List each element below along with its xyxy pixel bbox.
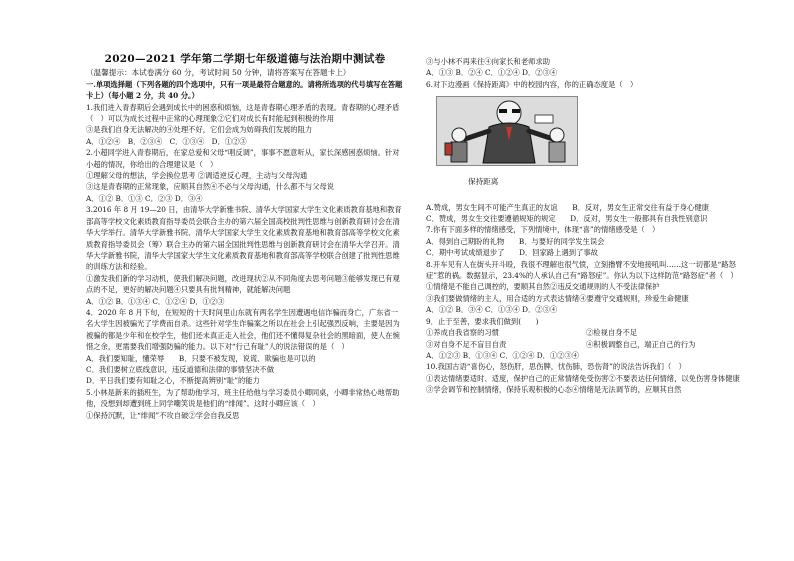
- question-8-item-a: ①情绪是不能自己调控的，要顺其自然②违反交通规则的人不受法律保护: [426, 282, 660, 292]
- question-2: 2.小超同学进入青春期后，在家总爱和父母“唱反调”，事事不愿意听从，家长深感困惑烦恼。针对小超的情况，你给出的合理建议是（ ）: [86, 148, 400, 169]
- question-6-option-ab: A.赞成，男女生间不可能产生真正的友谊 B．反对，男女生正常交往有益于身心健康: [426, 202, 709, 212]
- question-4: 4．2020 年 8 月下旬，在短短的十天时间里山东就有两名学生因遭遇电信诈骗而身亡，广东省一名大学生因被骗光了学费而自杀。这些针对学生诈骗案之所以在社会上引起强烈反响，主要是因为被骗的都是少年和在校学生，他们还未真正走入社会，他们还不懂得复杂社会的黑暗面，使人在惋惜之余，更需要我们增强防骗的能力。以下对“行己有耻”人的说法错误的是（ ）: [86, 307, 400, 352]
- question-9-item-4: ④积极调整自己，端正自己的行为: [586, 339, 696, 349]
- exam-title: 2020—2021 学年第二学期七年级道德与法治期中测试卷: [104, 53, 386, 65]
- question-1-items: ③是我们自身无法解决的④处理不好，它们会成为妨碍我们发展的阻力: [86, 125, 313, 135]
- question-4-option-ab: A．我们要知耻，懂荣辱 B．只要不被发现，说谎、欺骗也是可以的: [86, 353, 316, 363]
- question-5-items: ①保持沉默，让“绯闻”不攻自破②学会自我反思: [86, 410, 240, 420]
- question-7-option-cd: C．期中考试成绩退步了 D．回家路上遇到了事故: [426, 248, 598, 258]
- question-8-item-b: ③我们要做情绪的主人，用合适的方式表达情绪④要遵守交通规则，珍爱生命健康: [426, 293, 689, 303]
- question-9: 9．止于至善，要求我们做到( ): [426, 316, 539, 326]
- cartoon-image: [436, 96, 578, 166]
- section-heading: 一.单项选择题（下列各题的四个选项中，只有一项是最符合题意的。请将所选项的代号填写在答题卡上）（每小题 2 分，共 40 分。）: [86, 79, 403, 101]
- right-column: [426, 56, 746, 396]
- question-5-options: A．①③ B．②④ C．①②④ D．②③④: [426, 68, 558, 78]
- question-9-item-1: ①养成自我省察的习惯: [426, 328, 499, 338]
- question-5-items-cont: ③与小林不再来往④向家长和老师求助: [426, 57, 551, 66]
- question-2-options: A．①② B．①③ C．②③ D．③④: [86, 193, 203, 203]
- cartoon-caption: 保持距离: [468, 177, 499, 187]
- question-9-item-3: ③对自身不足不盲目自责: [426, 339, 507, 349]
- question-5: 5.小林是新来的插班生，为了帮助他学习，班主任给他与学习委员小卿同桌，小卿非常热心地帮助他，没想到却遭到班上同学嘲笑说是他们的“绯闻”。这时小卿应该（ ）: [86, 387, 400, 409]
- question-7: 7.你有下面多样的情绪感受，下列情境中，体现“喜”的情绪感受是（ ）: [426, 225, 660, 235]
- question-3-options: A．①② B．①③④ C．①②④ D．①②③: [86, 296, 225, 306]
- question-9-options: A．①②③ B．①③④ C．①②④ D．①②③④: [426, 350, 580, 360]
- question-2-item-b: ③这是青春期的正常现象，应顺其自然④不必与父母沟通，什么都不与父母说: [86, 182, 335, 192]
- question-4-option-d: D．平日我们要有知耻之心，不断提高辨别“耻”的能力: [86, 376, 260, 386]
- question-4-option-c: C．我们要树立底线意识，违反道德和法律的事情坚决不做: [86, 364, 275, 374]
- question-2-item-a: ①理解父母的想法，学会换位思考 ②调适逆反心理，主动与父母沟通: [86, 171, 308, 181]
- question-1: 1.我们进入青春期后会遇到成长中的困惑和烦恼，这是青春期心理矛盾的表现。青春期的心理矛盾（ ）可以为成长过程中正常的心理现象②它们对成长有时能起到积极的作用: [86, 102, 400, 124]
- question-10: 10.我国古语“喜伤心，怒伤肝，思伤脾，忧伤肺，恐伤肾”的说法告诉我们（ ）: [426, 362, 686, 372]
- question-10-items: ①表达情绪要适时、适度，保护自己的正常情绪免受伤害②不要表达任何情绪，以免伤害身体健康③学会调节和控制情绪，保持乐观积极的心态④情绪是无法调节的，应顺其自然: [426, 373, 740, 395]
- question-9-items-row2: [426, 339, 746, 350]
- question-7-option-ab: A．得到自己期盼的礼物 B．与要好的同学发生误会: [426, 236, 605, 246]
- question-3-items: ①激发我们新的学习动机，使我们解决问题，改进现状②从不同角度去思考问题③能够发现已有观点的不足，更好的解决问题④只要具有批判精神，就能解决问题: [86, 273, 400, 295]
- left-column: [86, 0, 404, 421]
- question-6: 6.对下边漫画《保持距离》中的校园内容，你的正确态度是（ ）: [426, 79, 638, 89]
- question-9-items-row1: [426, 327, 746, 338]
- exam-tip: （温馨提示：本试卷满分 60 分，考试时间 50 分钟，请将答案写在答题卡上）: [86, 68, 351, 78]
- cartoon-illustration: [437, 97, 577, 165]
- question-3: 3.2016 年 8 月 19—20 日，由清华大学新雅书院、清华大学国家大学生文化素质教育基地和教育部高等学校文化素质教育指导委员会联合主办的第六届全国高校批判性思维与创新教育研讨会在清华大学举行。清华大学新雅书院、清华大学国家大学生文化素质教育基地和教育部高等学校文化素质教育指导委员会（筹）联合主办的第六届全国批判性思维与创新教育研讨会在清华大学召开。清华大学新雅书院，清华大学国家大学生文化素质教育基地和教育部高等学校联合创建了批判性思维的训练方法和经验。: [86, 205, 402, 272]
- question-9-item-2: ②检视自身不足: [586, 328, 638, 338]
- question-1-options: A．①②④ B．②③④ C．①③④ D．①②③: [86, 136, 247, 146]
- question-8-options: A．①② B．③④ C．①③④ D．②③④: [426, 305, 558, 315]
- question-6-option-cd: C．赞成，男女生交往要遵循规矩的规定 D．反对，男女生一般都具有自我性别意识: [426, 214, 708, 224]
- question-8: 8.开车见有人在街头开斗殴，我很不理解也很气愤，立刻撸臂不安地接吼叫……这一切都是“路怒症”惹的祸。数据显示，23.4%的人承认自己有“路怒症”。你认为以下这样防范“路怒症”者（ ）: [426, 259, 738, 281]
